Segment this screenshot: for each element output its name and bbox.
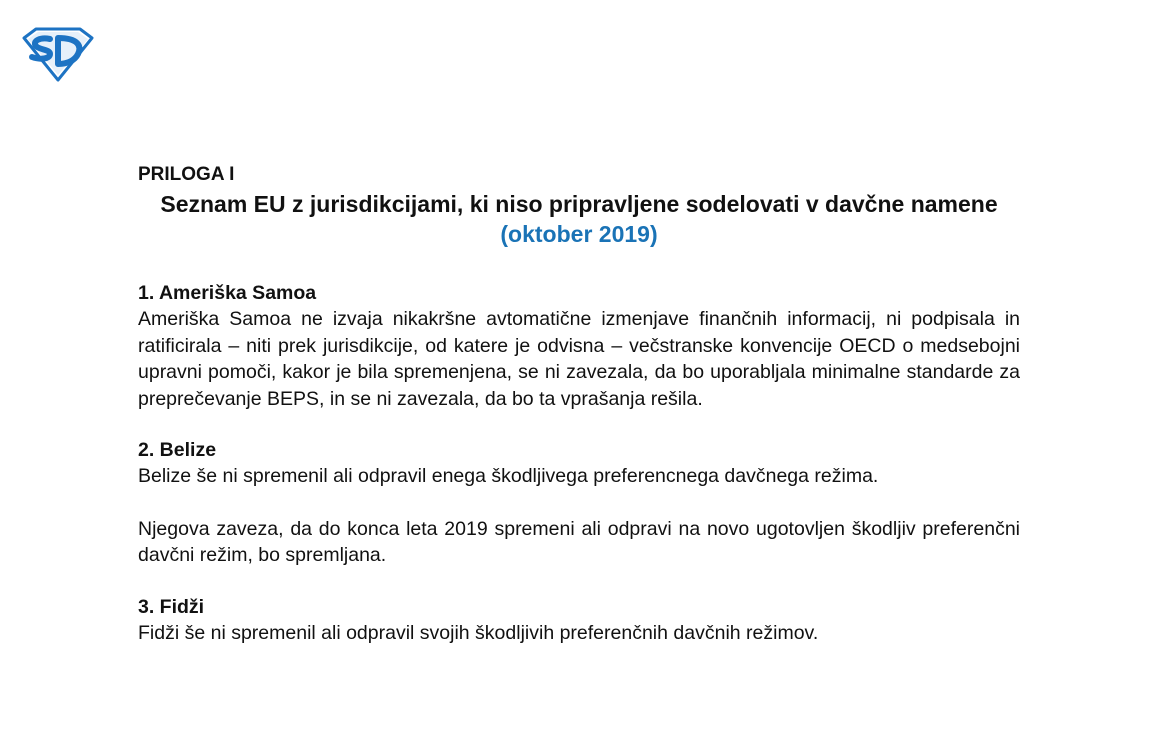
- sd-logo: [20, 26, 96, 82]
- section-belize: [138, 437, 1020, 569]
- section-paragraph: Njegova zaveza, da do konca leta 2019 spremeni ali odpravi na novo ugotovljen škodljiv preferenčni davčni režim, bo spremljana.: [138, 517, 1020, 566]
- document-date: (oktober 2019): [500, 221, 658, 247]
- section-paragraph: Ameriška Samoa ne izvaja nikakršne avtomatične izmenjave finančnih informacij, ni podpisala in ratificirala – niti prek jurisdikcije, od katere je odvisna – večstranske konvencije OECD o medsebojni upravni pomoči, kakor je bila spremenjena, se ni zavezala, da bo uporabljala minimalne standarde za preprečevanje BEPS, in se ni zavezala, da bo ta vprašanja rešila.: [138, 308, 1020, 410]
- annex-label: PRILOGA I: [138, 164, 235, 185]
- section-american-samoa: [138, 280, 1020, 412]
- section-paragraph: Fidži še ni spremenil ali odpravil svojih škodljivih preferenčnih davčnih režimov.: [138, 621, 819, 644]
- sd-shield-logo-icon: [20, 26, 96, 82]
- section-fiji: [138, 594, 1020, 647]
- annex-document: [138, 163, 1020, 646]
- section-title: 1. Ameriška Samoa: [138, 282, 317, 304]
- document-title: Seznam EU z jurisdikcijami, ki niso pripravljene sodelovati v davčne namene: [160, 191, 998, 217]
- section-paragraph: Belize še ni spremenil ali odpravil enega škodljivega preferencnega davčnega režima.: [138, 465, 879, 487]
- section-title: 3. Fidži: [138, 595, 205, 618]
- section-title: 2. Belize: [138, 439, 217, 461]
